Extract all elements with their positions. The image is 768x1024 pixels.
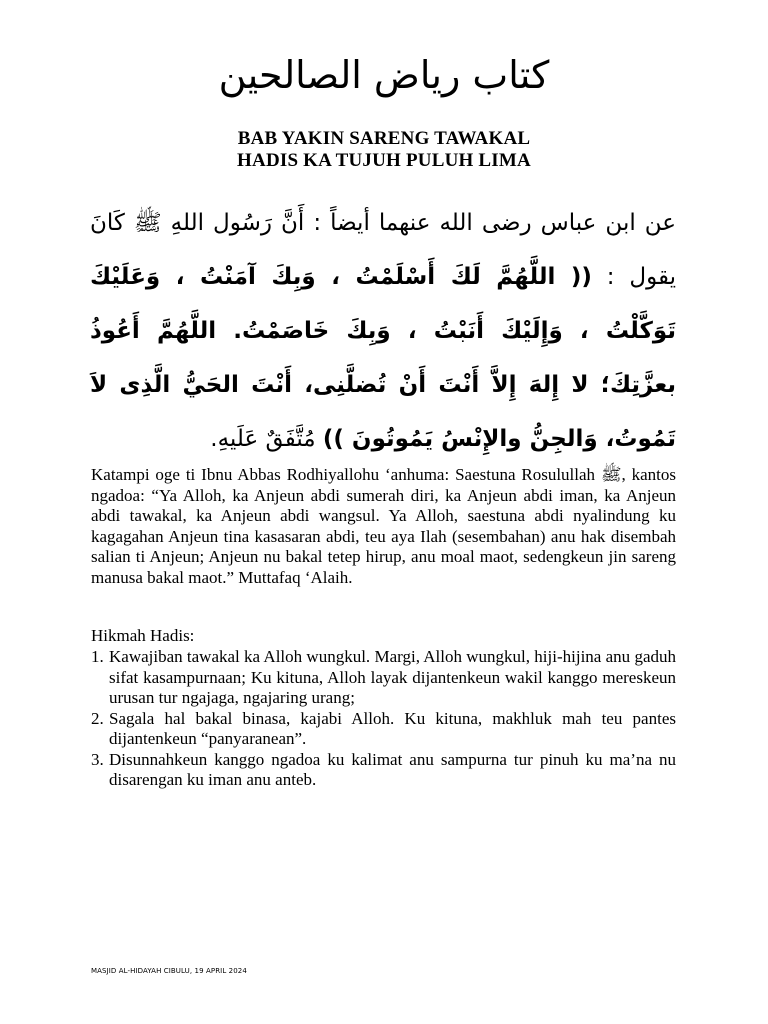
- list-item-number: 3.: [91, 749, 104, 769]
- hadith-dua-arabic: (( اللَّهُمَّ لَكَ أَسْلَمْتُ ، وَبِكَ آمَنْتُ ، وَعَلَيْكَ تَوَكَّلْتُ ، وَإِلَيْكَ أَنَبْتُ ، وَبِكَ خَاصَمْتُ. اللَّهُمَّ أَعُوذُ بعزَّتِكَ؛ لا إِلهَ إِلاَّ أَنْتَ أَنْ تُضلَّنِى، أَنْتَ الحَيُّ الَّذِى لاَ تَمُوتُ، وَالجِنُّ والإِنْسُ يَمُوتُونَ )): [90, 264, 676, 452]
- hadith-translation: Katampi oge ti Ibnu Abbas Rodhiyallohu ‘anhuma: Saestuna Rosulullah ﷺ, kantos ngadoa: “Ya Alloh, ka Anjeun abdi sumerah diri, ka Anjeun abdi iman, ka Anjeun abdi tawakal, ka Anjeun abdi wangsul. Ya Alloh, saestuna abdi nyalindung ku kagagahan Anjeun tina kasasaran abdi, teu aya Ilah (sesembahan) anu hak disembah salian ti Anjeun; Anjeun nu bakal tetep hirup, anu moal maot, sedengkeun jin sareng manusa bakal maot.” Muttafaq ‘Alaih.: [91, 465, 676, 587]
- list-item-text: Sagala hal bakal binasa, kajabi Alloh. Ku kituna, makhluk mah teu pantes dijantenkeun “panyaranean”.: [109, 708, 676, 748]
- list-item: [91, 750, 676, 791]
- page-footer: MASJID AL-HIDAYAH CIBULU, 19 APRIL 2024: [91, 967, 247, 975]
- hikmah-title: Hikmah Hadis:: [91, 626, 195, 645]
- list-item-number: 2.: [91, 708, 104, 728]
- chapter-heading: BAB YAKIN SARENG TAWAKAL: [237, 128, 531, 149]
- list-item-text: Disunnahkeun kanggo ngadoa ku kalimat anu sampurna tur pinuh ku ma’na nu disarengan ku iman anu anteb.: [109, 749, 676, 789]
- list-item-text: Kawajiban tawakal ka Alloh wungkul. Margi, Alloh wungkul, hiji-hijina anu gaduh sifat kasampurnaan; Ku kituna, Alloh layak dijantenkeun wakil kanggo mereskeun urusan tur ngajaga, ngajaring urang;: [109, 647, 676, 707]
- list-item: [91, 709, 676, 750]
- hadith-intro-arabic: عن ابن عباس رضى الله عنهما أيضاً : أَنَّ رَسُول اللهِ ﷺ كَانَ يقول :: [90, 210, 677, 290]
- hikmah-list: [91, 647, 676, 791]
- hadith-closing-arabic: مُتَّفَقٌ عَلَيهِ.: [210, 426, 316, 452]
- book-title-arabic: كتاب رياض الصالحين: [218, 53, 550, 97]
- list-item-number: 1.: [91, 647, 104, 666]
- hadith-arabic-text: [90, 196, 676, 466]
- hadith-number-heading: HADIS KA TUJUH PULUH LIMA: [237, 150, 531, 171]
- list-item: [91, 647, 676, 709]
